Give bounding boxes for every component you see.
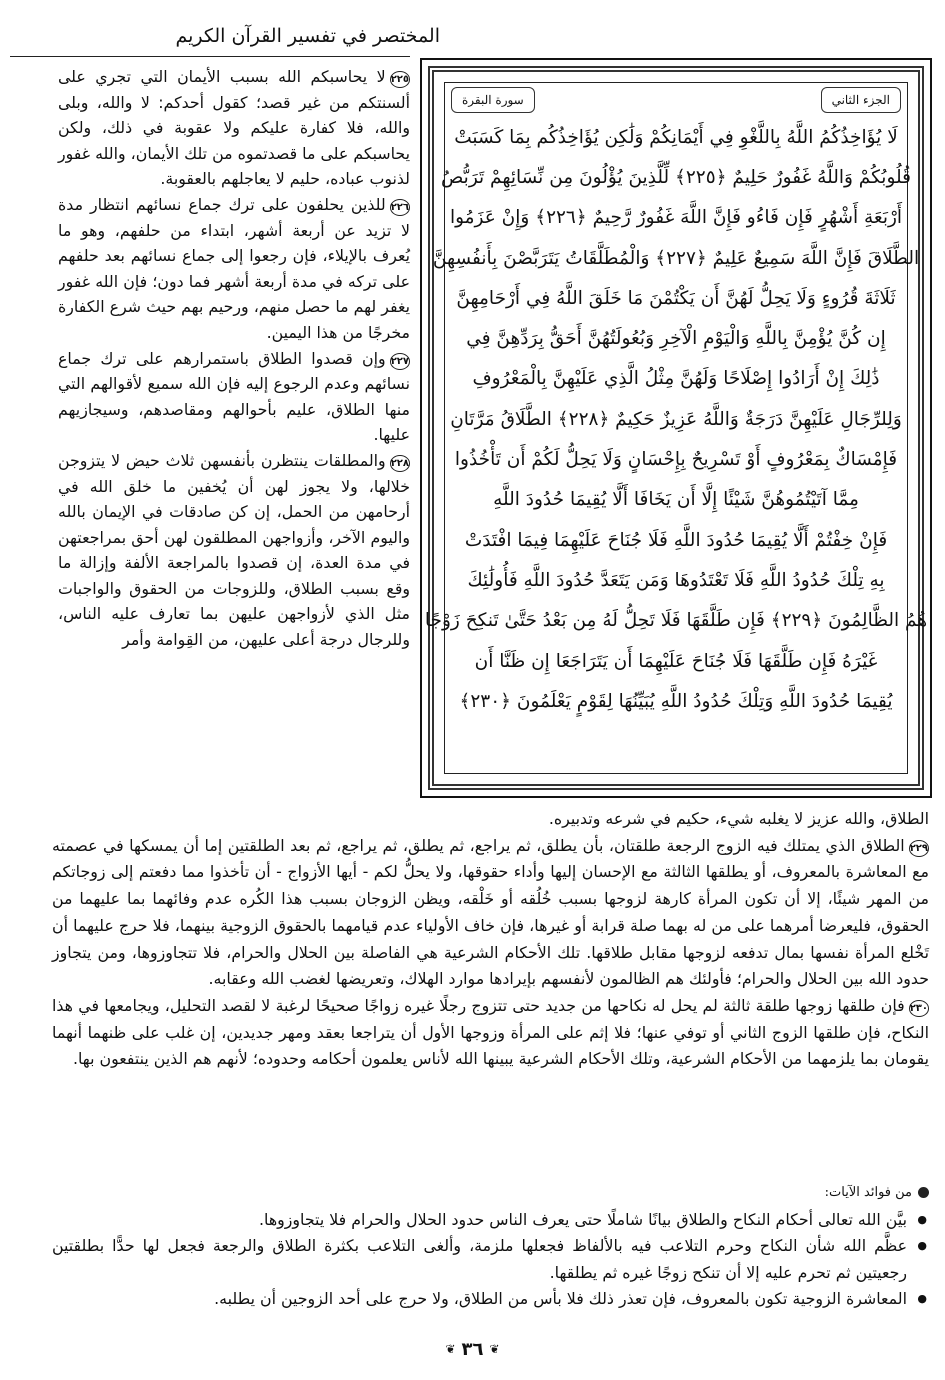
page-number-block (410, 1336, 535, 1362)
benefits-heading: من فوائد الآيات: (52, 1180, 929, 1207)
quran-line: مِمَّا آتَيْتُمُوهُنَّ شَيْئًا إِلَّا أَن يَخَافَا أَلَّا يُقِيمَا حُدُودَ اللَّهِ (493, 489, 859, 511)
tafsir-paragraph (52, 833, 929, 993)
tafsir-text: لا يحاسبكم الله بسبب الأيمان التي تجري على ألسنتكم من غير قصد؛ كقول أحدكم: لا والله، وبلى والله، فلا كفارة عليكم ولا عقوبة في ذلك، ولكن يحاسبكم على ما قصدتموه من تلك الأيمان، والله غفور لذنوب عباده، حليم لا يعاجلهم بالعقوبة. (58, 67, 410, 189)
tafsir-text: وإن قصدوا الطلاق باستمرارهم على ترك جماع نسائهم وعدم الرجوع إليه فإن الله سميع لأقوالهم التي منها الطلاق، عليم بأحوالهم ومقاصدهم، وسيجازيهم عليها. (58, 348, 410, 445)
tafsir-text: والمطلقات ينتظرن بأنفسهن ثلاث حيض لا يتزوجن خلالها، ولا يجوز لهن أن يُخفين ما خلق الله في أرحامهن من الحمل، إن كن صادقات في الإيمان بالله واليوم الآخر، وأزواجهن المطلقون لهن أحق بمراجعتهن في مدة العدة، إن قصدوا بالمراجعة الألفة وإزالة ما وقع بسبب الطلاق، وللزوجات من الحقوق والواجبات مثل الذي لأزواجهن عليهن بما تعارف عليه الناس، وللرجال درجة أعلى عليهن، من القِوامة وأمر (58, 450, 410, 650)
tafsir-paragraph (58, 346, 410, 448)
quran-panel (420, 58, 932, 798)
quran-line: الطَّلَاقَ فَإِنَّ اللَّهَ سَمِيعٌ عَلِيمٌ ﴿٢٢٧﴾ وَالْمُطَلَّقَاتُ يَتَرَبَّصْنَ بِأَنفُسِهِنَّ (432, 247, 920, 269)
verse-number-badge: ٢٢٥ (390, 71, 410, 88)
tafsir-side-column (58, 64, 410, 814)
verse-number-badge: ٢٢٩ (909, 840, 929, 857)
quran-line: يُقِيمَا حُدُودَ اللَّهِ وَتِلْكَ حُدُودُ اللَّهِ يُبَيِّنُهَا لِقَوْمٍ يَعْلَمُونَ ﴿٢٣٠﴾ (459, 690, 893, 712)
verse-number-badge: ٢٢٨ (390, 455, 410, 472)
tafsir-paragraph (58, 192, 410, 346)
quran-line: أَرْبَعَةِ أَشْهُرٍ فَإِن فَاءُو فَإِنَّ اللَّهَ غَفُورٌ رَّحِيمٌ ﴿٢٢٦﴾ وَإِنْ عَزَمُوا (449, 207, 903, 229)
quran-line: هُمُ الظَّالِمُونَ ﴿٢٢٩﴾ فَإِن طَلَّقَهَا فَلَا تَحِلُّ لَهُ مِن بَعْدُ حَتَّىٰ تَنكِحَ زَوْجًا (424, 610, 928, 632)
bullet-circle-icon (918, 1187, 929, 1198)
quran-header (451, 87, 901, 113)
list-item: ● بيَّن الله تعالى أحكام النكاح والطلاق بيانًا شاملًا حتى يعرف الناس حدود الحلال والحرام فلا يتجاوزوها. (52, 1207, 907, 1234)
quran-line: فَإِمْسَاكٌ بِمَعْرُوفٍ أَوْ تَسْرِيحٌ بِإِحْسَانٍ وَلَا يَحِلُّ لَكُمْ أَن تَأْخُذُوا (454, 449, 898, 471)
quran-line: وَلِلرِّجَالِ عَلَيْهِنَّ دَرَجَةٌ وَاللَّهُ عَزِيزٌ حَكِيمٌ ﴿٢٢٨﴾ الطَّلَاقُ مَرَّتَانِ (450, 408, 902, 430)
verse-number-badge: ٢٣٠ (909, 1000, 929, 1017)
verse-number-badge: ٢٢٦ (390, 199, 410, 216)
benefits-section (52, 1180, 929, 1313)
quran-line: ثَلَاثَةَ قُرُوءٍ وَلَا يَحِلُّ لَهُنَّ أَن يَكْتُمْنَ مَا خَلَقَ اللَّهُ فِي أَرْحَامِهِنَّ (456, 287, 896, 309)
tafsir-bottom-section (52, 806, 929, 1073)
list-item: ● عظَّم الله شأن النكاح وحرم التلاعب فيه بالألفاظ فجعلها ملزمة، وألغى التلاعب بكثرة الطلاق والرجعة فجعل لها حدًّا بطلقتين رجعيتين ثم تحرم عليه إلا أن تنكح زوجًا غيره ثم يطلقها. (52, 1233, 907, 1286)
tafsir-paragraph (58, 64, 410, 192)
quran-line: بِهِ تِلْكَ حُدُودُ اللَّهِ فَلَا تَعْتَدُوهَا وَمَن يَتَعَدَّ حُدُودَ اللَّهِ فَأُولَٰئِكَ (467, 569, 885, 591)
tafsir-text: الطلاق الذي يمتلك فيه الزوج الرجعة طلقتان، بأن يطلق، ثم يراجع، ثم يطلق، ثم يراجع، ثم بعد الطلقتين إما أن يمسكها في عصمته مع المعاشرة بالمعروف، أو يطلقها الثالثة مع الإحسان إليها وأداء حقوقها، ولا يحلُّ لكم - أيها الأزواج - أن تأخذوا مما دفعتم إلى زوجاتكم من المهر شيئًا، إلا أن تكون المرأة كارهة لزوجها بسبب خُلُقه أو خَلْقه، ويظن الزوجان بسبب هذا الكُره عدم وفائهما بما عليهما من الحقوق، فليعرضا أمرهما على من له بهما صلة قرابة أو غيرها، فإن خاف الأولياء عدم قيامهما بالحقوق الزوجية بينهما، فلا حرج عليهما أن تَخْلع المرأة نفسها بمال تدفعه لزوجها مقابل طلاقها. تلك الأحكام الشرعية هي الفاصلة بين الحلال والحرام، فلا تتجاوزوها، ومن يتجاوز حدود الله بين الحلال والحرام؛ فأولئك هم الظالمون لأنفسهم بإيرادها موارد الهلاك، وتعريضها لغضب الله وعقابه. (52, 835, 929, 989)
tafsir-text: للذين يحلفون على ترك جماع نسائهم انتظار مدة لا تزيد عن أربعة أشهر، ابتداء من حلفهم، وهو ما يُعرف بالإيلاء، فإن رجعوا إلى جماع نسائهم بعد حلفهم على تركه في مدة أربعة أشهر فما دون؛ فإن الله غفور يغفر لهم ما حصل منهم، ورحيم بهم حيث شرع الكفارة مخرجًا من هذا اليمين. (58, 194, 410, 342)
header-divider (10, 56, 410, 57)
benefits-list (52, 1207, 929, 1313)
quran-line: قُلُوبُكُمْ وَاللَّهُ غَفُورٌ حَلِيمٌ ﴿٢٢٥﴾ لِّلَّذِينَ يُؤْلُونَ مِن نِّسَائِهِمْ تَرَبُّصُ (441, 166, 911, 188)
book-title: المختصر في تفسير القرآن الكريم (175, 25, 440, 47)
ornament-icon: ❦ (489, 1342, 500, 1356)
verse-number-badge: ٢٢٧ (390, 353, 410, 370)
tafsir-text: الطلاق، والله عزيز لا يغلبه شيء، حكيم في شرعه وتدبيره. (548, 809, 929, 828)
tafsir-text: فإن طلقها زوجها طلقة ثالثة لم يحل له نكاحها من جديد حتى تتزوج رجلًا غيره زواجًا صحيحًا لرغبة لا لقصد التحليل، ويجامعها في هذا النكاح، فإن طلقها الزوج الثاني أو توفي عنها؛ فلا إثم على المرأة وزوجها الأول أن يتراجعا بعقد ومهر جديدين، إن غلب على ظنهما أنهما يقومان بما يلزمهما من الأحكام الشرعية، وتلك الأحكام الشرعية يبينها الله لأناس يعلمون أحكامه وحدوده؛ لأنهم هم الذين ينتفعون بها. (52, 995, 929, 1069)
tafsir-paragraph (58, 448, 410, 653)
quran-line: إِن كُنَّ يُؤْمِنَّ بِاللَّهِ وَالْيَوْمِ الْآخِرِ وَبُعُولَتُهُنَّ أَحَقُّ بِرَدِّهِنَّ فِي (466, 328, 886, 350)
quran-line: ذَٰلِكَ إِنْ أَرَادُوا إِصْلَاحًا وَلَهُنَّ مِثْلُ الَّذِي عَلَيْهِنَّ بِالْمَعْرُوفِ (472, 368, 880, 390)
ornament-icon: ❦ (445, 1342, 456, 1356)
list-item: ● المعاشرة الزوجية تكون بالمعروف، فإن تعذر ذلك فلا بأس من الطلاق، ولا حرج على أحد الزوجين أن يطلبه. (52, 1286, 907, 1313)
quran-line: فَإِنْ خِفْتُمْ أَلَّا يُقِيمَا حُدُودَ اللَّهِ فَلَا جُنَاحَ عَلَيْهِمَا فِيمَا افْتَدَتْ (464, 529, 888, 551)
quran-line: لَا يُؤَاخِذُكُمُ اللَّهُ بِاللَّغْوِ فِي أَيْمَانِكُمْ وَلَٰكِن يُؤَاخِذُكُم بِمَا كَسَبَتْ (454, 126, 898, 148)
surah-label: سورة البقرة (451, 87, 535, 113)
tafsir-paragraph (52, 806, 929, 833)
tafsir-paragraph (52, 993, 929, 1073)
quran-text-area (424, 82, 928, 774)
quran-lines (424, 117, 928, 767)
quran-line: غَيْرَهُ فَإِن طَلَّقَهَا فَلَا جُنَاحَ عَلَيْهِمَا أَن يَتَرَاجَعَا إِن ظَنَّا أَن (474, 650, 878, 672)
juz-label: الجزء الثاني (821, 87, 901, 113)
page-number: ٣٦ (461, 1338, 484, 1360)
